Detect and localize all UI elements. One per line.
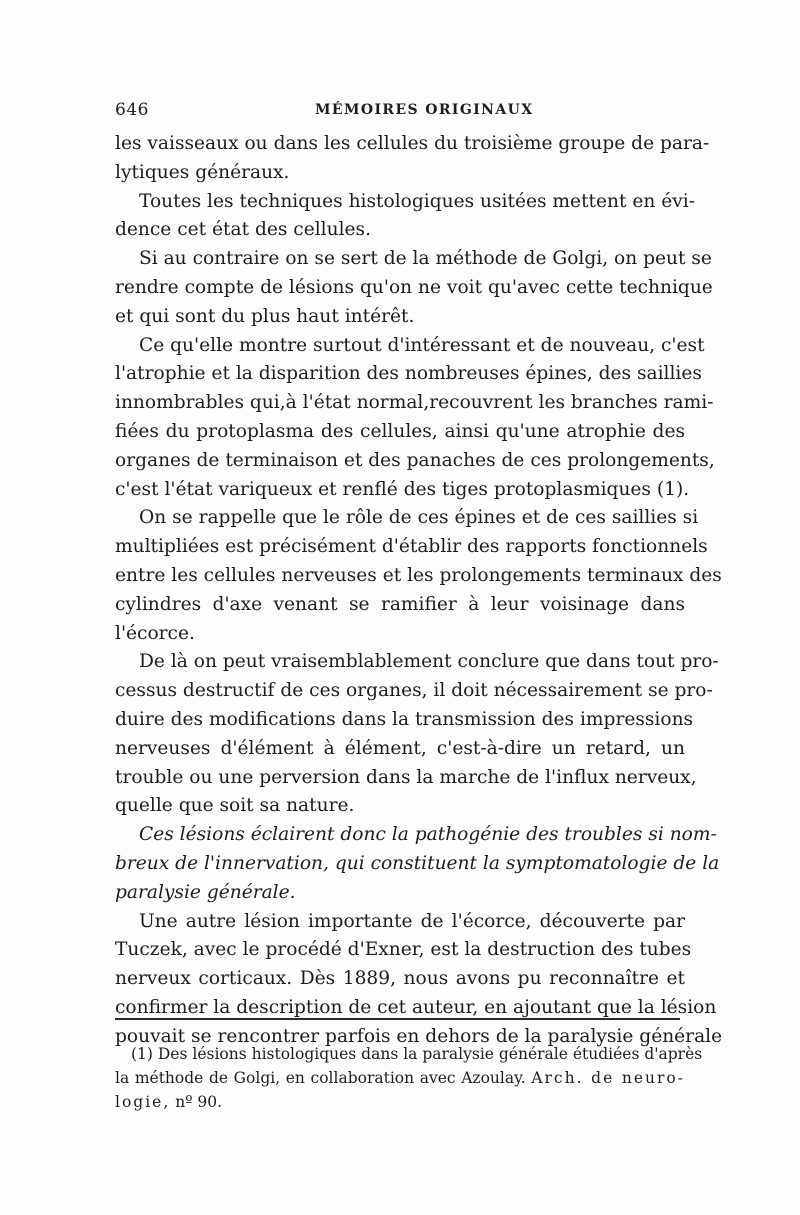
running-title: MÉMOIRES ORIGINAUX (315, 102, 534, 118)
text-line: multipliées est précisément d'établir des rapports fonctionnels (115, 536, 708, 558)
body-text (115, 130, 723, 1052)
text-line: c'est l'état variqueux et renflé des tiges protoplasmiques (1). (115, 478, 690, 500)
text-line: nerveuses d'élément à élément, c'est-à-dire un retard, un (115, 737, 685, 759)
text-line: Une autre lésion importante de l'écorce, découverte par (139, 910, 685, 932)
footnote-line: (1) Des lésions histologiques dans la paralysie générale étudiées d'après (131, 1045, 703, 1063)
footnote-text: la méthode de Golgi, en collaboration avec Azoulay. (115, 1069, 526, 1087)
italic-text-line: Ces lésions éclairent donc la pathogénie des troubles si nom- (139, 824, 717, 846)
text-line: pouvait se rencontrer parfois en dehors de la paralysie générale (115, 1025, 723, 1047)
text-line: organes de terminaison et des panaches de ces prolongements, (115, 449, 715, 471)
text-line: fiées du protoplasma des cellules, ainsi qu'une atrophie des (115, 420, 685, 442)
text-line: l'écorce. (115, 622, 195, 644)
text-line: confirmer la description de cet auteur, en ajoutant que la lésion (115, 996, 717, 1018)
text-line: les vaisseaux ou dans les cellules du troisième groupe de para- (115, 133, 710, 154)
page-number: 646 (115, 100, 149, 120)
footnote-journal: Arch. de neuro- (531, 1069, 685, 1087)
text-line: On se rappelle que le rôle de ces épines et de ces saillies si (139, 507, 699, 529)
text-line: lytiques généraux. (115, 161, 290, 183)
footnote (115, 1042, 703, 1114)
text-line: nerveux corticaux. Dès 1889, nous avons pu reconnaître et (115, 968, 685, 990)
italic-text-line: breux de l'innervation, qui constituent la symptomatologie de la (115, 852, 720, 874)
text-line: entre les cellules nerveuses et les prolongements terminaux des (115, 564, 722, 586)
footnote-line (115, 1090, 685, 1114)
text-line: trouble ou une perversion dans la marche de l'influx nerveux, (115, 766, 697, 788)
text-line: Toutes les techniques histologiques usitées mettent en évi- (139, 190, 695, 212)
text-line: quelle que soit sa nature. (115, 795, 355, 817)
text-line: innombrables qui,à l'état normal,recouvrent les branches rami- (115, 392, 714, 414)
text-line: dence cet état des cellules. (115, 219, 371, 241)
text-line: duire des modifications dans la transmission des impressions (115, 708, 694, 730)
text-line: cylindres d'axe venant se ramifier à leur voisinage dans (115, 593, 685, 615)
text-line: De là on peut vraisemblablement conclure que dans tout pro- (139, 651, 719, 673)
text-line: rendre compte de lésions qu'on ne voit qu'avec cette technique (115, 276, 713, 298)
text-line: Si au contraire on se sert de la méthode de Golgi, on peut se (139, 248, 712, 270)
footnote-issue: nº 90. (175, 1093, 223, 1111)
text-line: cessus destructif de ces organes, il doit nécessairement se pro- (115, 680, 713, 702)
running-head (115, 98, 690, 122)
text-line: Ce qu'elle montre surtout d'intéressant et de nouveau, c'est (139, 334, 705, 356)
footnote-journal: logie, (115, 1093, 171, 1111)
footnote-rule (115, 1018, 680, 1020)
text-line: Tuczek, avec le procédé d'Exner, est la destruction des tubes (115, 939, 692, 961)
text-line: et qui sont du plus haut intérêt. (115, 305, 415, 327)
italic-text-line: paralysie générale. (115, 881, 296, 903)
text-line: l'atrophie et la disparition des nombreuses épines, des saillies (115, 363, 702, 385)
footnote-line (115, 1066, 685, 1090)
